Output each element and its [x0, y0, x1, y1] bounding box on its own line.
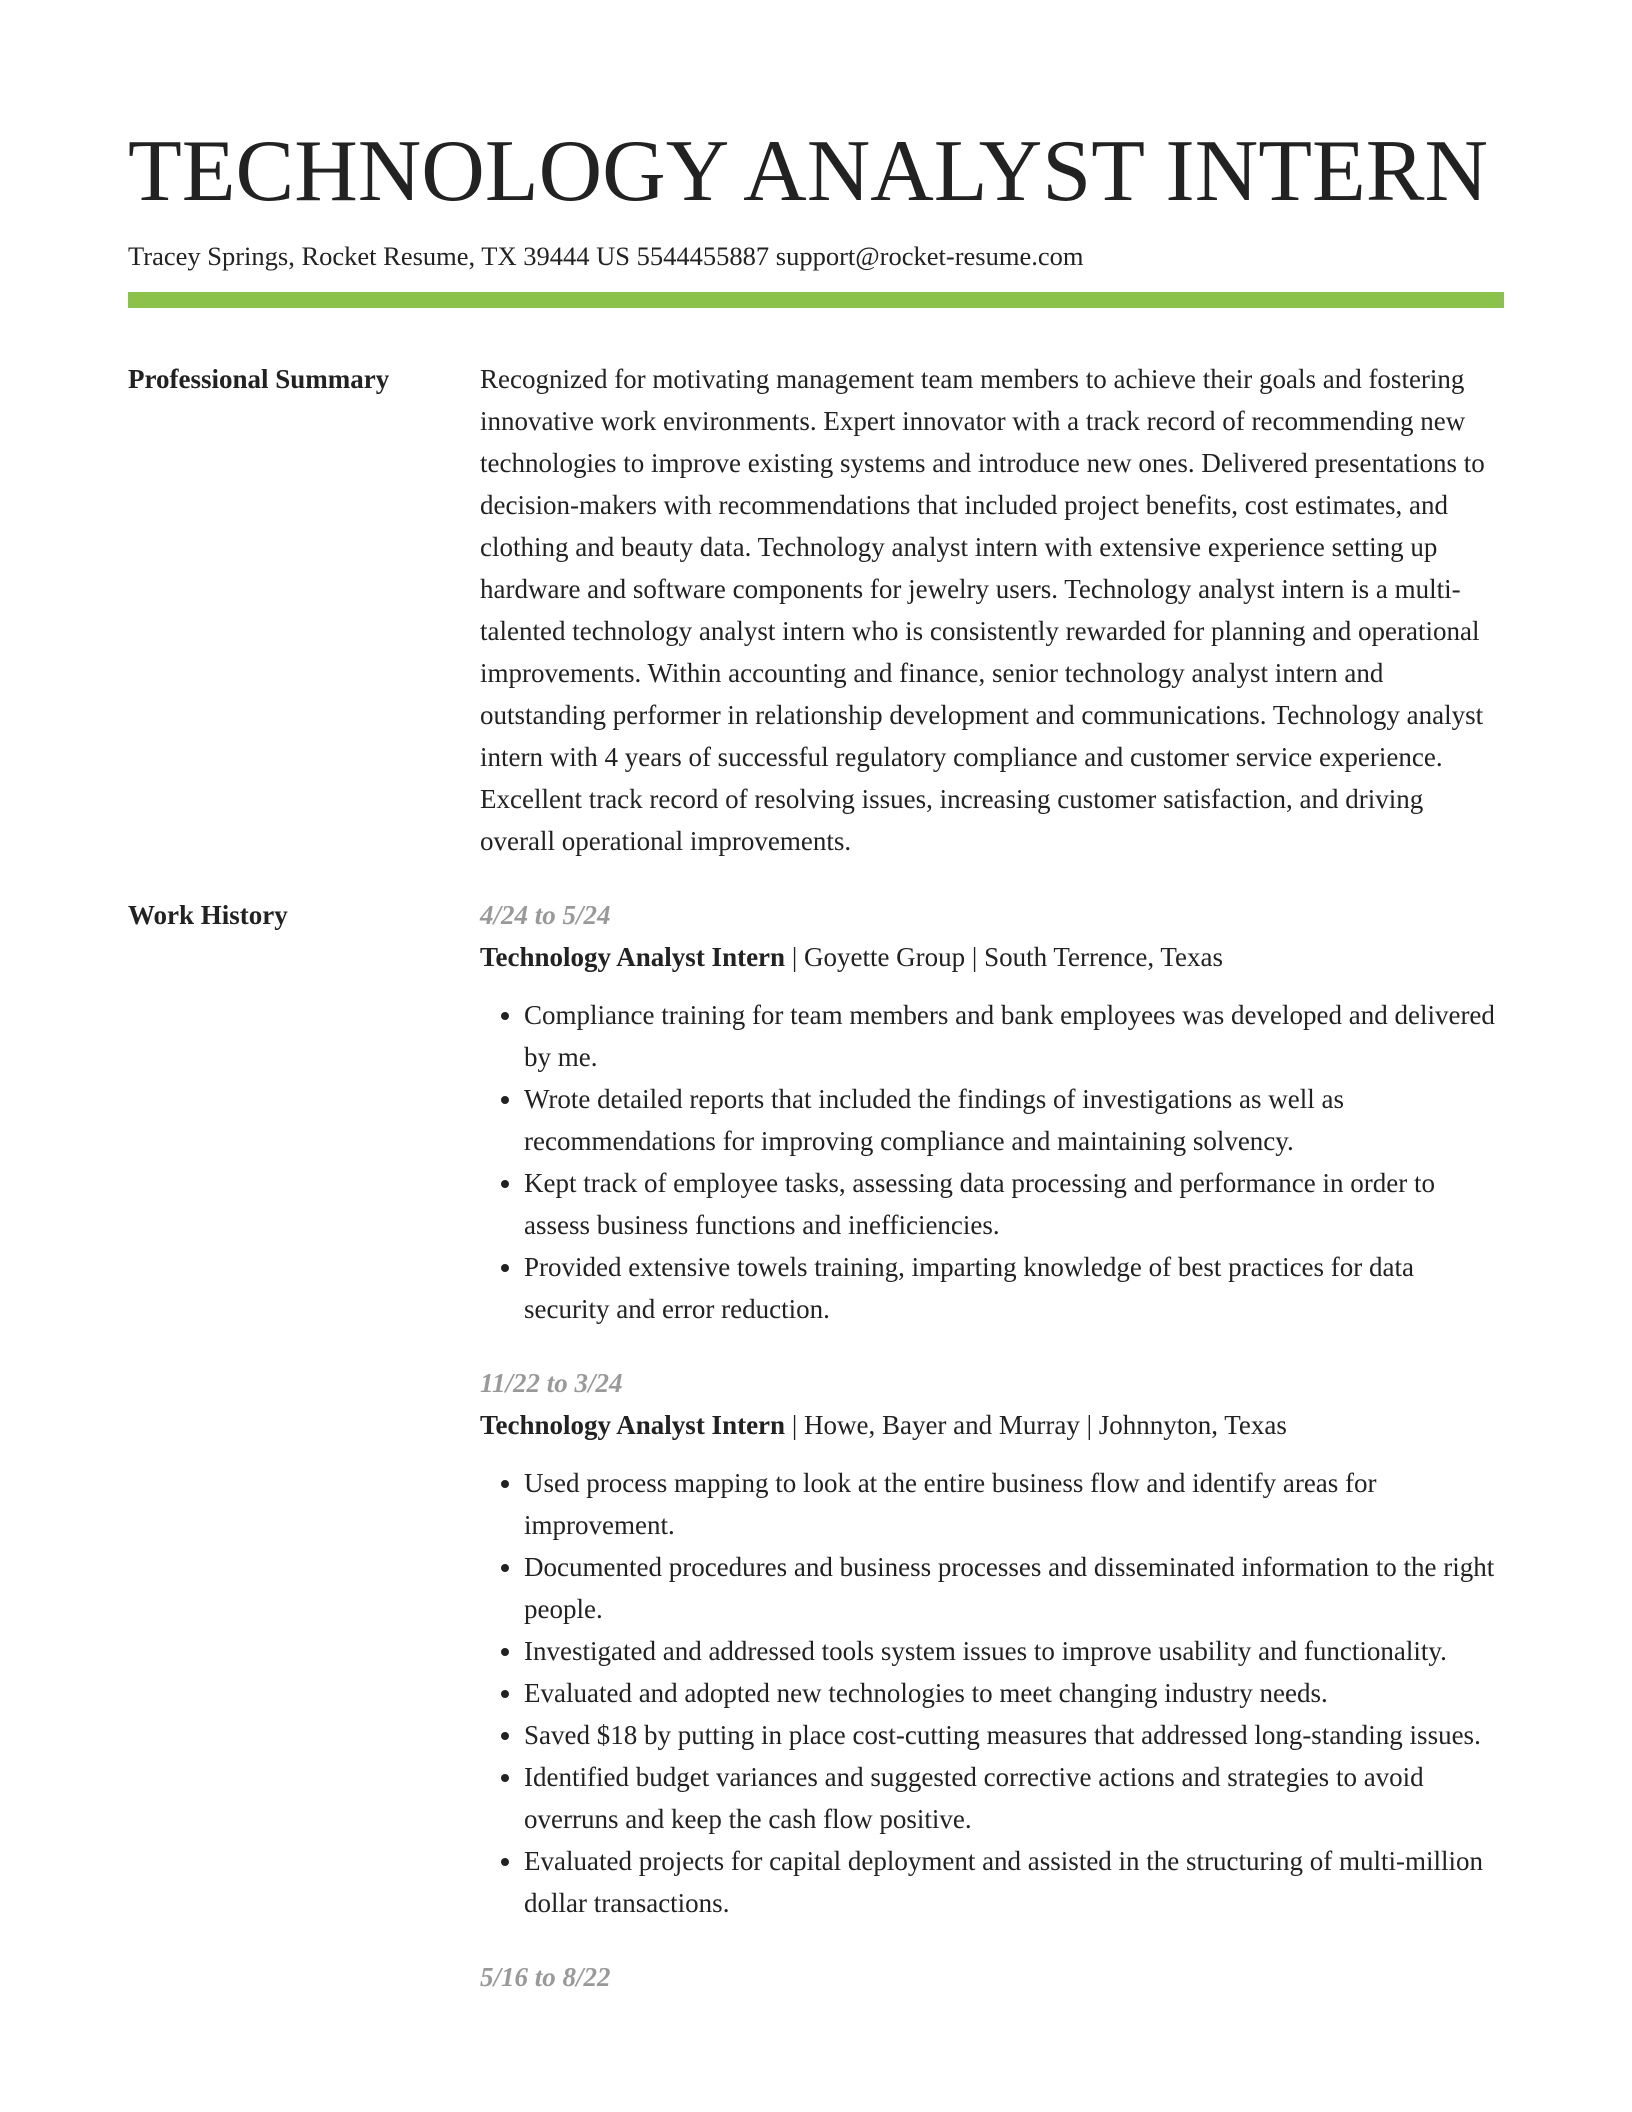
job-title: Technology Analyst Intern: [480, 942, 786, 972]
job-bullet: • Provided extensive towels training, imparting knowledge of best practices for data security and error reduction.: [524, 1246, 1504, 1330]
job-list: [480, 894, 1504, 2030]
job-title-line: [480, 936, 1504, 978]
job-dates: 11/22 to 3/24: [480, 1368, 623, 1398]
job-dates: 5/16 to 8/22: [480, 1962, 611, 1992]
job-bullet: • Evaluated projects for capital deployment and assisted in the structuring of multi-million dollar transactions.: [524, 1840, 1504, 1924]
job-employer-location: | Goyette Group | South Terrence, Texas: [785, 942, 1223, 972]
job-title: Technology Analyst Intern: [480, 1410, 786, 1440]
job-entry: [480, 1956, 1504, 1998]
section-label: Work History: [128, 900, 288, 930]
job-bullet: • Investigated and addressed tools system issues to improve usability and functionality.: [524, 1630, 1504, 1672]
job-bullet: • Saved $18 by putting in place cost-cutting measures that addressed long-standing issues.: [524, 1714, 1504, 1756]
job-bullet: • Identified budget variances and suggested corrective actions and strategies to avoid overruns and keep the cash flow positive.: [524, 1756, 1504, 1840]
contact-info: Tracey Springs, Rocket Resume, TX 39444 US 5544455887 support@rocket-resume.com: [128, 241, 1084, 271]
job-entry: [480, 894, 1504, 1330]
job-bullet: • Used process mapping to look at the entire business flow and identify areas for improvement.: [524, 1462, 1504, 1546]
job-title-line: [480, 1404, 1504, 1446]
job-bullet: • Compliance training for team members and bank employees was developed and delivered by me.: [524, 994, 1504, 1078]
summary-text: Recognized for motivating management team members to achieve their goals and fostering innovative work environments. Expert innovator with a track record of recommending new technologies to improve existing systems and introduce new ones. Delivered presentations to decision-makers with recommendations that included project benefits, cost estimates, and clothing and beauty data. Technology analyst intern with extensive experience setting up hardware and software components for jewelry users. Technology analyst intern is a multi-talented technology analyst intern who is consistently rewarded for planning and operational improvements. Within accounting and finance, senior technology analyst intern and outstanding performer in relationship development and communications. Technology analyst intern with 4 years of successful regulatory compliance and customer service experience. Excellent track record of resolving issues, increasing customer satisfaction, and driving overall operational improvements.: [480, 364, 1485, 856]
section-label: Professional Summary: [128, 364, 390, 394]
job-bullet: • Documented procedures and business processes and disseminated information to the right people.: [524, 1546, 1504, 1630]
job-dates: 4/24 to 5/24: [480, 900, 611, 930]
resume-name: TECHNOLOGY ANALYST INTERN: [128, 123, 1489, 220]
job-bullet: • Evaluated and adopted new technologies to meet changing industry needs.: [524, 1672, 1504, 1714]
job-bullet-list: [480, 994, 1504, 1330]
section-body: [480, 358, 1504, 862]
job-entry: [480, 1362, 1504, 1924]
job-bullet: • Wrote detailed reports that included the findings of investigations as well as recommendations for improving compliance and maintaining solvency.: [524, 1078, 1504, 1162]
work-history-section: [128, 894, 1504, 2030]
job-bullet-list: [480, 1462, 1504, 1924]
resume-page: [128, 0, 1504, 2030]
job-bullet: • Kept track of employee tasks, assessing data processing and performance in order to assess business functions and inefficiencies.: [524, 1162, 1504, 1246]
professional-summary-section: [128, 358, 1504, 862]
header-divider: [128, 292, 1504, 308]
job-employer-location: | Howe, Bayer and Murray | Johnnyton, Texas: [785, 1410, 1287, 1440]
